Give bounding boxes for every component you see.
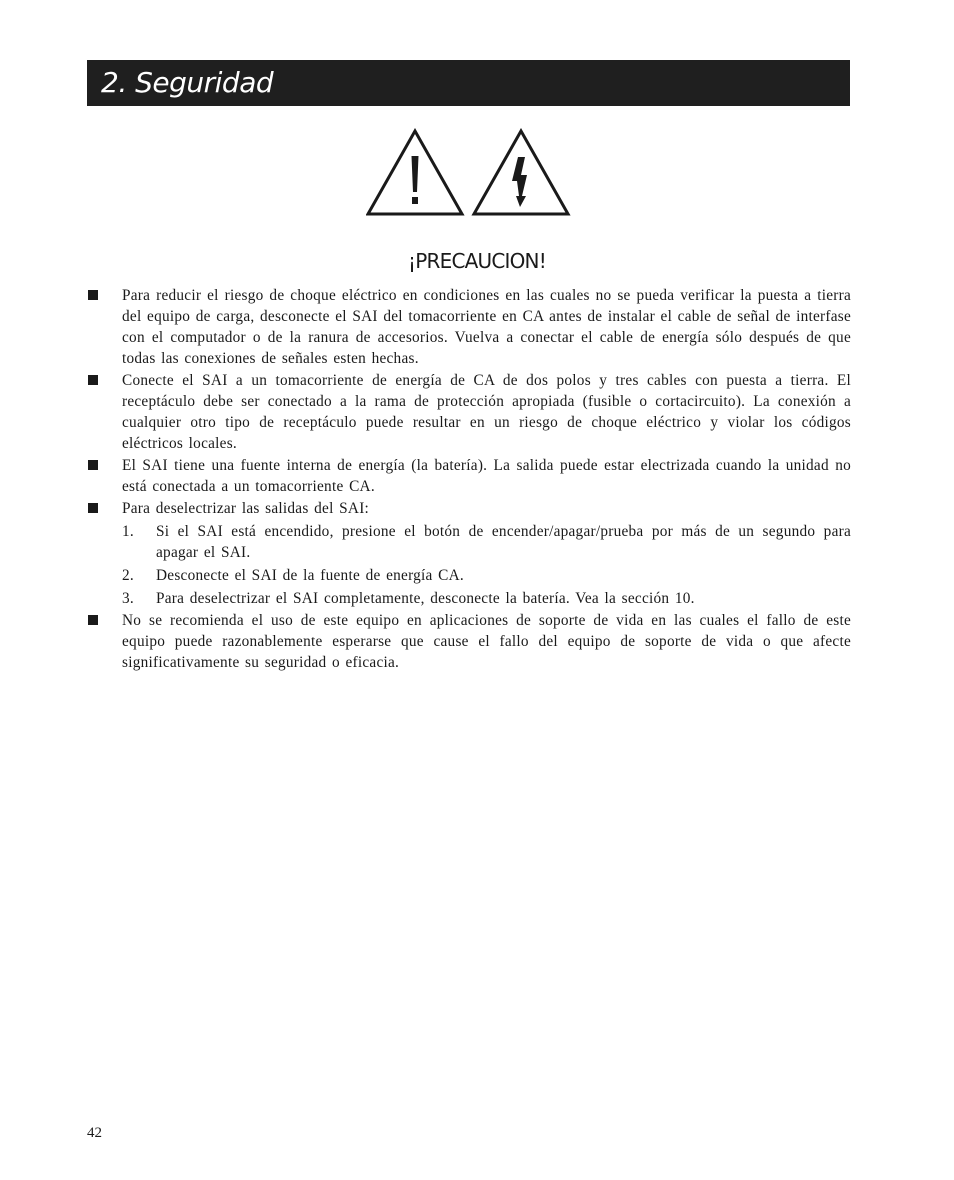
- square-bullet-icon: [88, 375, 98, 385]
- warning-icons: [366, 128, 572, 218]
- numbered-step: [87, 588, 851, 609]
- caution-heading: ¡PRECAUCION!: [408, 249, 546, 273]
- square-bullet-icon: [88, 615, 98, 625]
- list-item-text: Para deselectrizar las salidas del SAI:: [122, 500, 370, 517]
- section-header-bar: [87, 60, 850, 106]
- numbered-step: [87, 565, 851, 586]
- list-item-text: No se recomienda el uso de este equipo en aplicaciones de soporte de vida en las cuales el fallo de este equipo puede razonablemente esperarse que cause el fallo del equipo de soporte de vida o que afecte significativamente su seguridad o eficacia.: [122, 612, 851, 671]
- step-text: Desconecte el SAI de la fuente de energía CA.: [156, 567, 464, 584]
- square-bullet-icon: [88, 290, 98, 300]
- exclamation-warning-icon: [368, 131, 462, 214]
- electric-shock-warning-icon: [474, 131, 568, 214]
- section-title: 2. Seguridad: [101, 66, 274, 99]
- square-bullet-icon: [88, 460, 98, 470]
- list-item-text: Para reducir el riesgo de choque eléctrico en condiciones en las cuales no se pueda verificar la puesta a tierra del equipo de carga, desconecte el SAI del tomacorriente en CA antes de instalar el cable de señal de interfase con el computador o de la ranura de accesorios. Vuelva a conectar el cable de energía sólo después de que todas las conexiones de señales esten hechas.: [122, 287, 851, 367]
- list-item: [87, 370, 851, 454]
- step-text: Si el SAI está encendido, presione el botón de encender/apagar/prueba por más de un segundo para apagar el SAI.: [156, 523, 851, 561]
- list-item-text: El SAI tiene una fuente interna de energía (la batería). La salida puede estar electrizada cuando la unidad no está conectada a un tomacorriente CA.: [122, 457, 851, 495]
- step-number: 1.: [122, 523, 134, 540]
- list-item: [87, 498, 851, 519]
- list-item: [87, 285, 851, 369]
- list-item: [87, 610, 851, 673]
- list-item: [87, 455, 851, 497]
- step-number: 2.: [122, 567, 134, 584]
- step-text: Para deselectrizar el SAI completamente, desconecte la batería. Vea la sección 10.: [156, 590, 695, 607]
- step-number: 3.: [122, 590, 134, 607]
- numbered-step: [87, 521, 851, 563]
- list-item-text: Conecte el SAI a un tomacorriente de energía de CA de dos polos y tres cables con puesta a tierra. El receptáculo debe ser conectado a la rama de protección apropiada (fusible o cortacircuito). La conexión a cualquier otro tipo de receptáculo puede resultar en un riesgo de choque eléctrico y violar los códigos eléctricos locales.: [122, 372, 851, 452]
- page-number: 42: [87, 1125, 102, 1141]
- safety-content: [87, 285, 851, 673]
- square-bullet-icon: [88, 503, 98, 513]
